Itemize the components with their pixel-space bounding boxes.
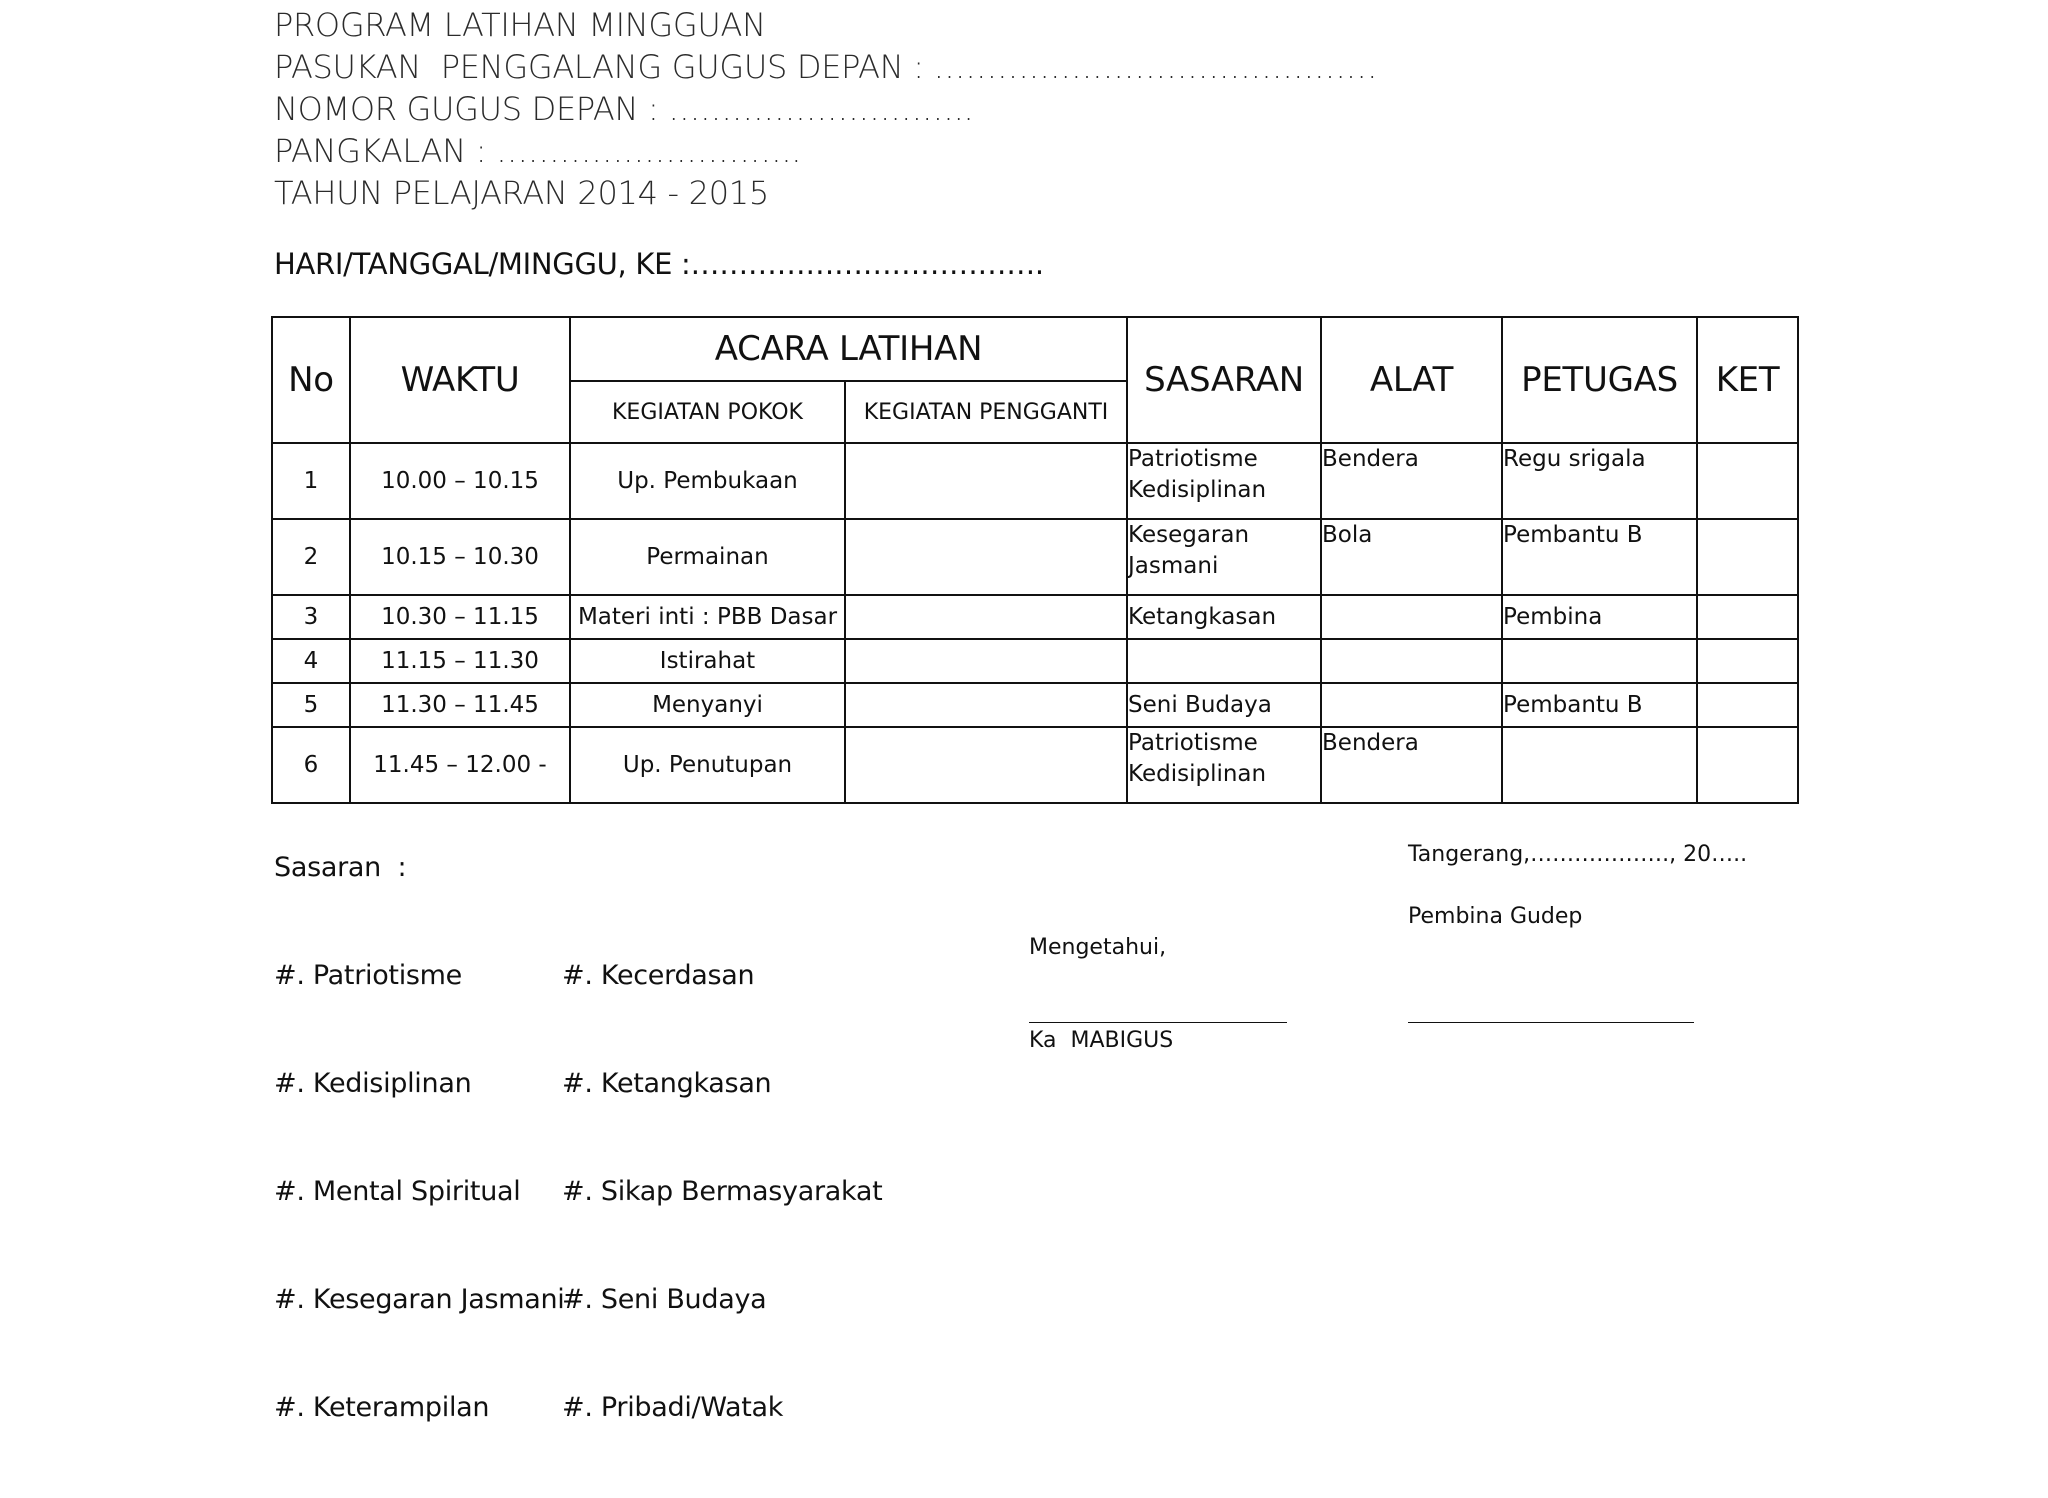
hari-tanggal-minggu: HARI/TANGGAL/MINGGU, KE :………………………………. <box>274 247 1044 281</box>
cell-kegiatan-pokok: Up. Pembukaan <box>570 443 845 519</box>
sasaran-legend-item: #. Patriotisme <box>274 960 462 991</box>
cell-kegiatan-pengganti <box>845 727 1127 803</box>
cell-sasaran <box>1127 639 1321 683</box>
cell-no: 4 <box>272 639 350 683</box>
table-row <box>272 595 1798 639</box>
cell-alat: Bendera <box>1321 727 1502 803</box>
cell-alat: Bendera <box>1321 443 1502 519</box>
signature-left-title: Ka MABIGUS <box>1029 1028 1174 1053</box>
col-header-sasaran: SASARAN <box>1127 317 1321 443</box>
cell-sasaran-line1: Patriotisme <box>1128 730 1258 756</box>
header-pangkalan: PANGKALAN : ……………………….. <box>274 132 802 170</box>
sasaran-legend-item: #. Kecerdasan <box>562 960 755 991</box>
table-row <box>272 639 1798 683</box>
sasaran-legend-item: #. Keterampilan <box>274 1392 490 1423</box>
cell-kegiatan-pengganti <box>845 443 1127 519</box>
cell-ket <box>1697 519 1798 595</box>
cell-petugas: Pembantu B <box>1502 519 1697 595</box>
signature-right-line <box>1408 1022 1694 1023</box>
cell-petugas: Pembina <box>1502 595 1697 639</box>
sasaran-legend-item: #. Pribadi/Watak <box>562 1392 784 1423</box>
cell-ket <box>1697 595 1798 639</box>
cell-kegiatan-pokok: Menyanyi <box>570 683 845 727</box>
col-header-alat: ALAT <box>1321 317 1502 443</box>
cell-sasaran-line1: Kesegaran <box>1128 522 1250 548</box>
cell-waktu: 11.45 – 12.00 - <box>350 727 570 803</box>
sasaran-legend-item: #. Seni Budaya <box>562 1284 767 1315</box>
table-header-row <box>272 317 1798 381</box>
cell-petugas <box>1502 727 1697 803</box>
col-header-kegiatan-pokok: KEGIATAN POKOK <box>570 381 845 443</box>
cell-alat <box>1321 639 1502 683</box>
sasaran-legend-item: #. Mental Spiritual <box>274 1176 521 1207</box>
cell-ket <box>1697 727 1798 803</box>
col-header-waktu: WAKTU <box>350 317 570 443</box>
cell-kegiatan-pengganti <box>845 519 1127 595</box>
sasaran-legend-column-2 <box>562 886 882 1498</box>
col-header-petugas: PETUGAS <box>1502 317 1697 443</box>
sasaran-legend-item: #. Kesegaran Jasmani <box>274 1284 565 1315</box>
sasaran-legend-item: #. Kedisiplinan <box>274 1068 472 1099</box>
cell-kegiatan-pokok: Permainan <box>570 519 845 595</box>
sasaran-legend-column-1 <box>274 886 565 1498</box>
cell-waktu: 10.15 – 10.30 <box>350 519 570 595</box>
signature-left-heading <box>1029 870 1173 1087</box>
cell-ket <box>1697 443 1798 519</box>
table-row <box>272 727 1798 803</box>
cell-sasaran <box>1127 727 1321 803</box>
sasaran-legend-item: #. Sikap Bermasyarakat <box>562 1176 883 1207</box>
cell-sasaran-line1: Patriotisme <box>1128 446 1258 472</box>
cell-no: 5 <box>272 683 350 727</box>
cell-ket <box>1697 639 1798 683</box>
cell-waktu: 10.00 – 10.15 <box>350 443 570 519</box>
table-row <box>272 683 1798 727</box>
sasaran-legend-item: #. Ketangkasan <box>562 1068 772 1099</box>
header-title: PROGRAM LATIHAN MINGGUAN <box>274 6 766 44</box>
cell-sasaran-line2: Kedisiplinan <box>1128 761 1267 787</box>
signature-right-title: Pembina Gudep <box>1408 904 1583 929</box>
signature-left-line <box>1029 1022 1287 1023</box>
cell-kegiatan-pengganti <box>845 639 1127 683</box>
cell-sasaran <box>1127 443 1321 519</box>
cell-kegiatan-pokok: Up. Penutupan <box>570 727 845 803</box>
cell-no: 2 <box>272 519 350 595</box>
cell-kegiatan-pengganti <box>845 595 1127 639</box>
cell-petugas <box>1502 639 1697 683</box>
cell-kegiatan-pokok: Istirahat <box>570 639 845 683</box>
cell-waktu: 11.30 – 11.45 <box>350 683 570 727</box>
cell-alat <box>1321 595 1502 639</box>
cell-sasaran-line2: Jasmani <box>1128 553 1219 579</box>
header-nomor-gugus: NOMOR GUGUS DEPAN : ……………………….. <box>274 90 974 128</box>
cell-no: 1 <box>272 443 350 519</box>
cell-alat <box>1321 683 1502 727</box>
document-header <box>274 4 1377 214</box>
header-pasukan: PASUKAN PENGGALANG GUGUS DEPAN : …………………………………… <box>274 48 1378 86</box>
cell-sasaran <box>1127 519 1321 595</box>
signature-right-place-date: Tangerang,………………., 20….. <box>1408 842 1748 867</box>
cell-alat: Bola <box>1321 519 1502 595</box>
col-header-kegiatan-pengganti: KEGIATAN PENGGANTI <box>845 381 1127 443</box>
table-row <box>272 519 1798 595</box>
cell-kegiatan-pokok: Materi inti : PBB Dasar <box>570 595 845 639</box>
col-header-acara-latihan: ACARA LATIHAN <box>570 317 1127 381</box>
cell-no: 3 <box>272 595 350 639</box>
cell-no: 6 <box>272 727 350 803</box>
sasaran-legend-title: Sasaran : <box>274 852 407 883</box>
col-header-ket: KET <box>1697 317 1798 443</box>
cell-petugas: Pembantu B <box>1502 683 1697 727</box>
cell-sasaran-line2: Kedisiplinan <box>1128 477 1267 503</box>
table-row <box>272 443 1798 519</box>
program-table <box>271 316 1799 804</box>
cell-sasaran: Seni Budaya <box>1127 683 1321 727</box>
cell-sasaran: Ketangkasan <box>1127 595 1321 639</box>
sasaran-legend <box>274 850 883 1423</box>
cell-petugas: Regu srigala <box>1502 443 1697 519</box>
signature-left-mengetahui: Mengetahui, <box>1029 935 1167 960</box>
cell-waktu: 11.15 – 11.30 <box>350 639 570 683</box>
cell-ket <box>1697 683 1798 727</box>
cell-waktu: 10.30 – 11.15 <box>350 595 570 639</box>
cell-kegiatan-pengganti <box>845 683 1127 727</box>
header-tahun-pelajaran: TAHUN PELAJARAN 2014 - 2015 <box>274 174 769 212</box>
col-header-no: No <box>272 317 350 443</box>
